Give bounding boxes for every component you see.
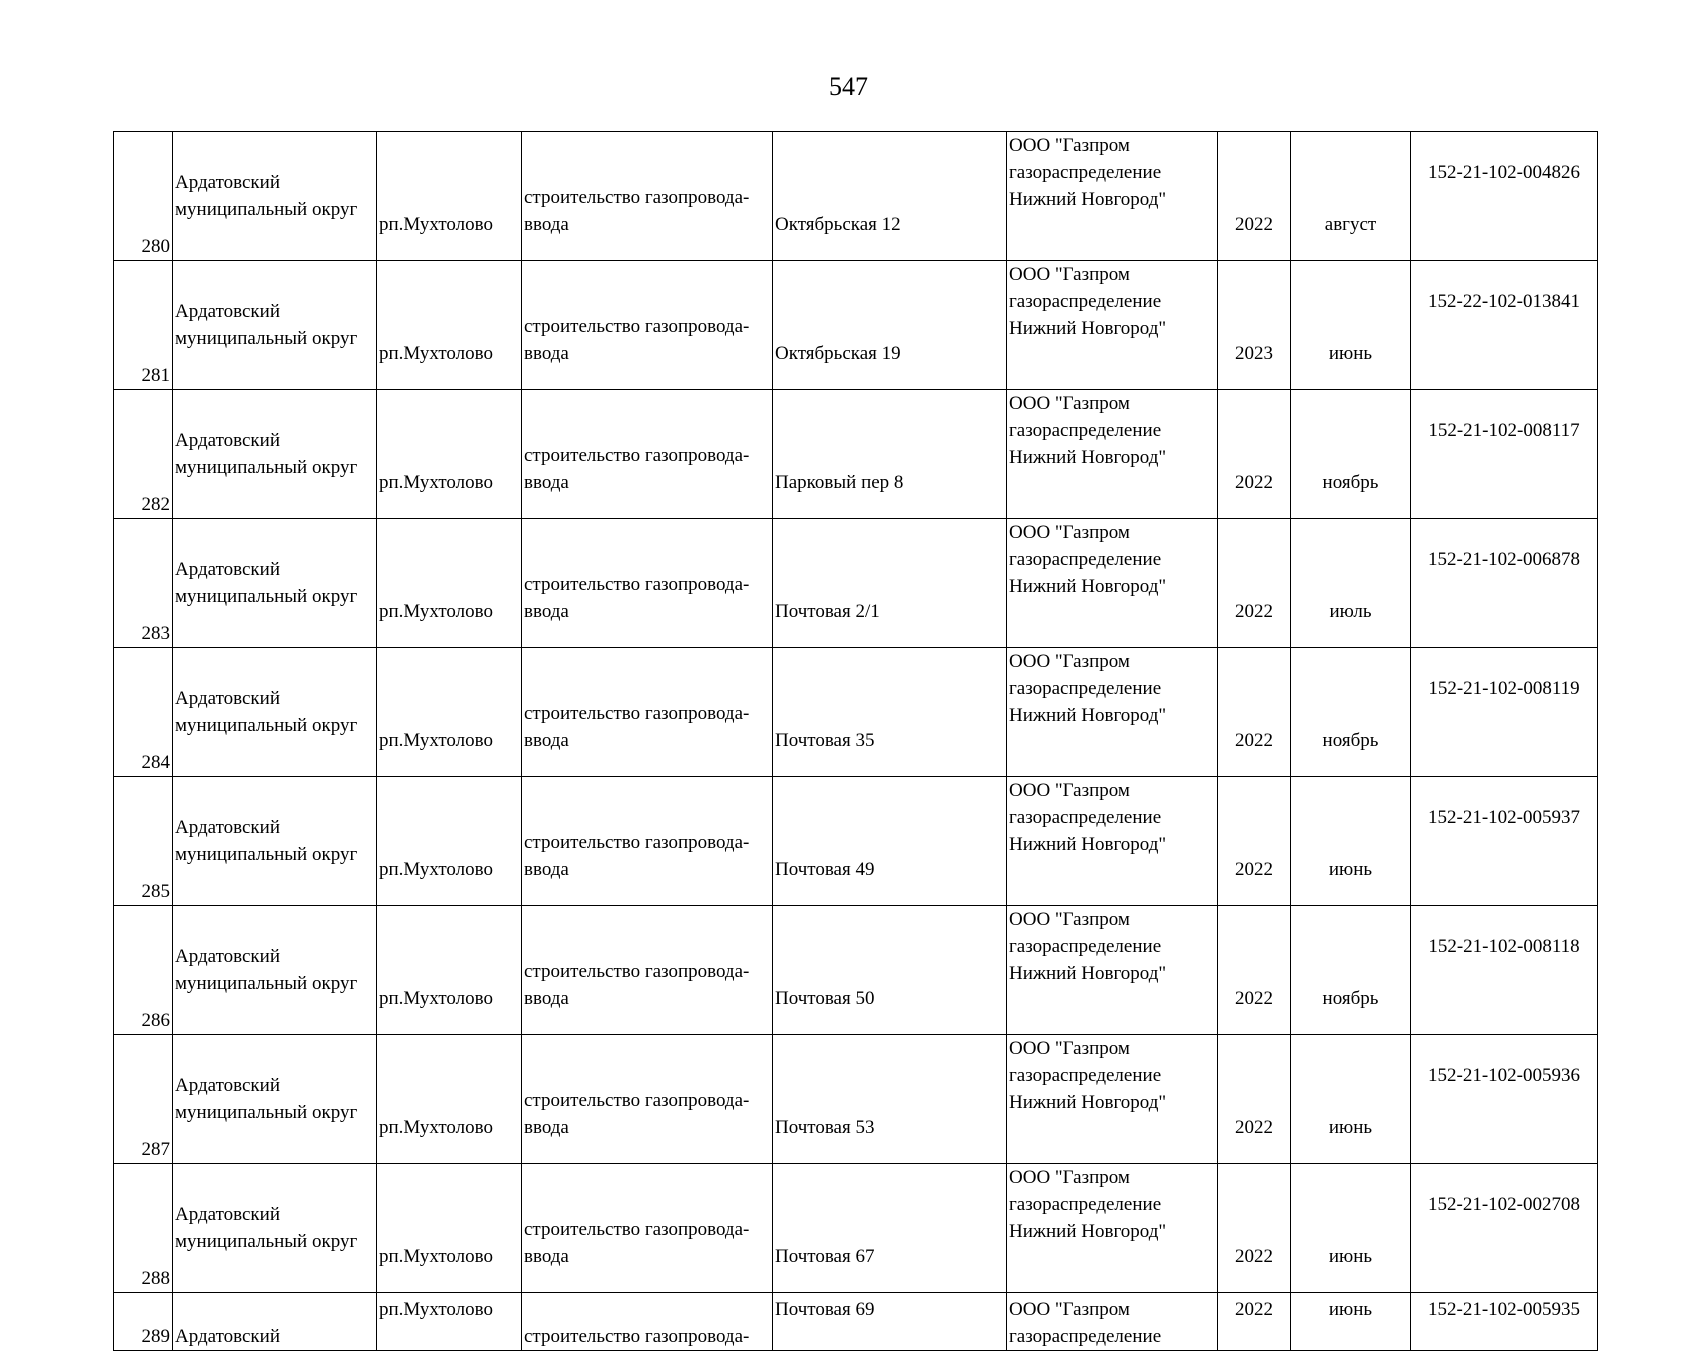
organization-cell — [1007, 132, 1218, 261]
month-cell: июнь — [1291, 1293, 1411, 1351]
district-cell-line: Ардатовский — [175, 559, 280, 580]
organization-cell — [1007, 1035, 1218, 1164]
address-cell: Почтовая 53 — [773, 1035, 1007, 1164]
district-cell-line: Ардатовский — [175, 946, 280, 967]
district-cell-line: Ардатовский — [175, 430, 280, 451]
work-type-cell-line: ввода — [524, 601, 569, 622]
district-cell — [173, 777, 377, 906]
organization-cell-line: Нижний Новгород" — [1009, 189, 1167, 210]
row-number: 280 — [114, 132, 173, 261]
district-cell — [173, 132, 377, 261]
organization-cell-line: ООО "Газпром — [1009, 393, 1130, 414]
settlement-cell: рп.Мухтолово — [377, 1164, 522, 1293]
district-cell — [173, 1035, 377, 1164]
organization-cell-line: ООО "Газпром — [1009, 780, 1130, 801]
district-cell-line: муниципальный округ — [175, 1102, 358, 1123]
table-row — [114, 1164, 1598, 1293]
table-row — [114, 777, 1598, 906]
organization-cell-line: газораспределение — [1009, 549, 1162, 570]
month-cell: ноябрь — [1291, 906, 1411, 1035]
work-type-cell — [522, 132, 773, 261]
code-cell: 152-21-102-005937 — [1411, 777, 1598, 906]
code-cell: 152-21-102-002708 — [1411, 1164, 1598, 1293]
table-row — [114, 1293, 1598, 1351]
organization-cell-line: газораспределение — [1009, 1326, 1162, 1347]
table-row — [114, 1035, 1598, 1164]
settlement-cell: рп.Мухтолово — [377, 519, 522, 648]
code-cell: 152-21-102-008117 — [1411, 390, 1598, 519]
district-cell-line: муниципальный округ — [175, 973, 358, 994]
address-cell: Почтовая 49 — [773, 777, 1007, 906]
table-row — [114, 906, 1598, 1035]
settlement-cell: рп.Мухтолово — [377, 777, 522, 906]
settlement-cell: рп.Мухтолово — [377, 906, 522, 1035]
month-cell: июль — [1291, 519, 1411, 648]
work-type-cell-line: строительство газопровода- — [524, 703, 750, 724]
code-cell: 152-21-102-004826 — [1411, 132, 1598, 261]
year-cell: 2022 — [1218, 132, 1291, 261]
address-cell: Почтовая 67 — [773, 1164, 1007, 1293]
code-cell: 152-21-102-008119 — [1411, 648, 1598, 777]
address-cell: Октябрьская 12 — [773, 132, 1007, 261]
organization-cell-line: газораспределение — [1009, 162, 1162, 183]
work-type-cell-line: строительство газопровода- — [524, 1326, 750, 1347]
organization-cell-line: Нижний Новгород" — [1009, 576, 1167, 597]
organization-cell — [1007, 648, 1218, 777]
page-number: 547 — [829, 72, 868, 101]
district-cell — [173, 1164, 377, 1293]
organization-cell — [1007, 519, 1218, 648]
district-cell-line: Ардатовский — [175, 301, 280, 322]
organization-cell-line: газораспределение — [1009, 291, 1162, 312]
work-type-cell-line: ввода — [524, 214, 569, 235]
work-type-cell — [522, 1293, 773, 1351]
year-cell: 2022 — [1218, 1035, 1291, 1164]
organization-cell-line: Нижний Новгород" — [1009, 1092, 1167, 1113]
work-type-cell — [522, 1035, 773, 1164]
code-cell: 152-21-102-005935 — [1411, 1293, 1598, 1351]
month-cell: ноябрь — [1291, 390, 1411, 519]
organization-cell-line: Нижний Новгород" — [1009, 963, 1167, 984]
table-row — [114, 390, 1598, 519]
work-type-cell-line: ввода — [524, 859, 569, 880]
year-cell: 2022 — [1218, 648, 1291, 777]
work-type-cell-line: ввода — [524, 343, 569, 364]
district-cell — [173, 906, 377, 1035]
district-cell-line: муниципальный округ — [175, 715, 358, 736]
organization-cell-line: ООО "Газпром — [1009, 909, 1130, 930]
work-type-cell — [522, 519, 773, 648]
month-cell: июнь — [1291, 1035, 1411, 1164]
organization-cell-line: ООО "Газпром — [1009, 1299, 1130, 1320]
organization-cell-line: Нижний Новгород" — [1009, 318, 1167, 339]
work-type-cell — [522, 777, 773, 906]
month-cell: июнь — [1291, 1164, 1411, 1293]
work-type-cell-line: строительство газопровода- — [524, 445, 750, 466]
district-cell — [173, 519, 377, 648]
organization-cell — [1007, 777, 1218, 906]
table-row — [114, 132, 1598, 261]
work-type-cell-line: ввода — [524, 1246, 569, 1267]
code-cell: 152-21-102-006878 — [1411, 519, 1598, 648]
work-type-cell-line: строительство газопровода- — [524, 1090, 750, 1111]
table-row — [114, 648, 1598, 777]
organization-cell-line: газораспределение — [1009, 420, 1162, 441]
district-cell-line: Ардатовский — [175, 688, 280, 709]
month-cell: июнь — [1291, 777, 1411, 906]
month-cell: июнь — [1291, 261, 1411, 390]
row-number: 285 — [114, 777, 173, 906]
district-cell — [173, 390, 377, 519]
organization-cell-line: Нижний Новгород" — [1009, 834, 1167, 855]
organization-cell-line: ООО "Газпром — [1009, 651, 1130, 672]
organization-cell-line: Нижний Новгород" — [1009, 447, 1167, 468]
work-type-cell-line: строительство газопровода- — [524, 832, 750, 853]
district-cell — [173, 1293, 377, 1351]
address-cell: Почтовая 50 — [773, 906, 1007, 1035]
month-cell: ноябрь — [1291, 648, 1411, 777]
row-number: 287 — [114, 1035, 173, 1164]
work-type-cell — [522, 648, 773, 777]
settlement-cell: рп.Мухтолово — [377, 1035, 522, 1164]
table-row — [114, 261, 1598, 390]
organization-cell-line: газораспределение — [1009, 1065, 1162, 1086]
district-cell — [173, 261, 377, 390]
row-number: 281 — [114, 261, 173, 390]
district-cell-line: Ардатовский — [175, 172, 280, 193]
work-type-cell — [522, 390, 773, 519]
address-cell: Почтовая 69 — [773, 1293, 1007, 1351]
row-number: 286 — [114, 906, 173, 1035]
row-number: 289 — [114, 1293, 173, 1351]
organization-cell-line: газораспределение — [1009, 678, 1162, 699]
district-cell-line: муниципальный округ — [175, 844, 358, 865]
row-number: 284 — [114, 648, 173, 777]
work-type-cell-line: строительство газопровода- — [524, 316, 750, 337]
address-cell: Октябрьская 19 — [773, 261, 1007, 390]
district-cell-line: Ардатовский — [175, 817, 280, 838]
work-type-cell-line: ввода — [524, 988, 569, 1009]
organization-cell — [1007, 906, 1218, 1035]
work-type-cell-line: ввода — [524, 1117, 569, 1138]
address-cell: Парковый пер 8 — [773, 390, 1007, 519]
work-type-cell-line: строительство газопровода- — [524, 961, 750, 982]
organization-cell-line: газораспределение — [1009, 936, 1162, 957]
address-cell: Почтовая 35 — [773, 648, 1007, 777]
code-cell: 152-22-102-013841 — [1411, 261, 1598, 390]
work-type-cell — [522, 906, 773, 1035]
registry-body — [114, 132, 1598, 1351]
organization-cell — [1007, 390, 1218, 519]
settlement-cell: рп.Мухтолово — [377, 1293, 522, 1351]
district-cell — [173, 648, 377, 777]
organization-cell-line: газораспределение — [1009, 1194, 1162, 1215]
district-cell-line: Ардатовский — [175, 1204, 280, 1225]
work-type-cell-line: строительство газопровода- — [524, 574, 750, 595]
work-type-cell-line: ввода — [524, 472, 569, 493]
organization-cell-line: газораспределение — [1009, 807, 1162, 828]
district-cell-line: муниципальный округ — [175, 586, 358, 607]
organization-cell-line: ООО "Газпром — [1009, 1038, 1130, 1059]
organization-cell-line: ООО "Газпром — [1009, 522, 1130, 543]
settlement-cell: рп.Мухтолово — [377, 132, 522, 261]
row-number: 288 — [114, 1164, 173, 1293]
year-cell: 2023 — [1218, 261, 1291, 390]
code-cell: 152-21-102-005936 — [1411, 1035, 1598, 1164]
settlement-cell: рп.Мухтолово — [377, 390, 522, 519]
work-type-cell-line: строительство газопровода- — [524, 187, 750, 208]
district-cell-line: муниципальный округ — [175, 1231, 358, 1252]
settlement-cell: рп.Мухтолово — [377, 261, 522, 390]
work-type-cell-line: ввода — [524, 730, 569, 751]
district-cell-line: Ардатовский — [175, 1075, 280, 1096]
code-cell: 152-21-102-008118 — [1411, 906, 1598, 1035]
organization-cell-line: ООО "Газпром — [1009, 264, 1130, 285]
work-type-cell-line: строительство газопровода- — [524, 1219, 750, 1240]
address-cell: Почтовая 2/1 — [773, 519, 1007, 648]
year-cell: 2022 — [1218, 390, 1291, 519]
year-cell: 2022 — [1218, 1164, 1291, 1293]
work-type-cell — [522, 1164, 773, 1293]
year-cell: 2022 — [1218, 1293, 1291, 1351]
settlement-cell: рп.Мухтолово — [377, 648, 522, 777]
district-cell-line: муниципальный округ — [175, 199, 358, 220]
organization-cell-line: ООО "Газпром — [1009, 135, 1130, 156]
row-number: 282 — [114, 390, 173, 519]
year-cell: 2022 — [1218, 906, 1291, 1035]
organization-cell — [1007, 261, 1218, 390]
district-cell-line: Ардатовский — [175, 1326, 280, 1347]
organization-cell-line: Нижний Новгород" — [1009, 1221, 1167, 1242]
organization-cell — [1007, 1164, 1218, 1293]
table-row — [114, 519, 1598, 648]
work-type-cell — [522, 261, 773, 390]
row-number: 283 — [114, 519, 173, 648]
district-cell-line: муниципальный округ — [175, 457, 358, 478]
month-cell: август — [1291, 132, 1411, 261]
organization-cell — [1007, 1293, 1218, 1351]
registry-table — [113, 131, 1598, 1351]
organization-cell-line: Нижний Новгород" — [1009, 705, 1167, 726]
year-cell: 2022 — [1218, 777, 1291, 906]
district-cell-line: муниципальный округ — [175, 328, 358, 349]
organization-cell-line: ООО "Газпром — [1009, 1167, 1130, 1188]
year-cell: 2022 — [1218, 519, 1291, 648]
